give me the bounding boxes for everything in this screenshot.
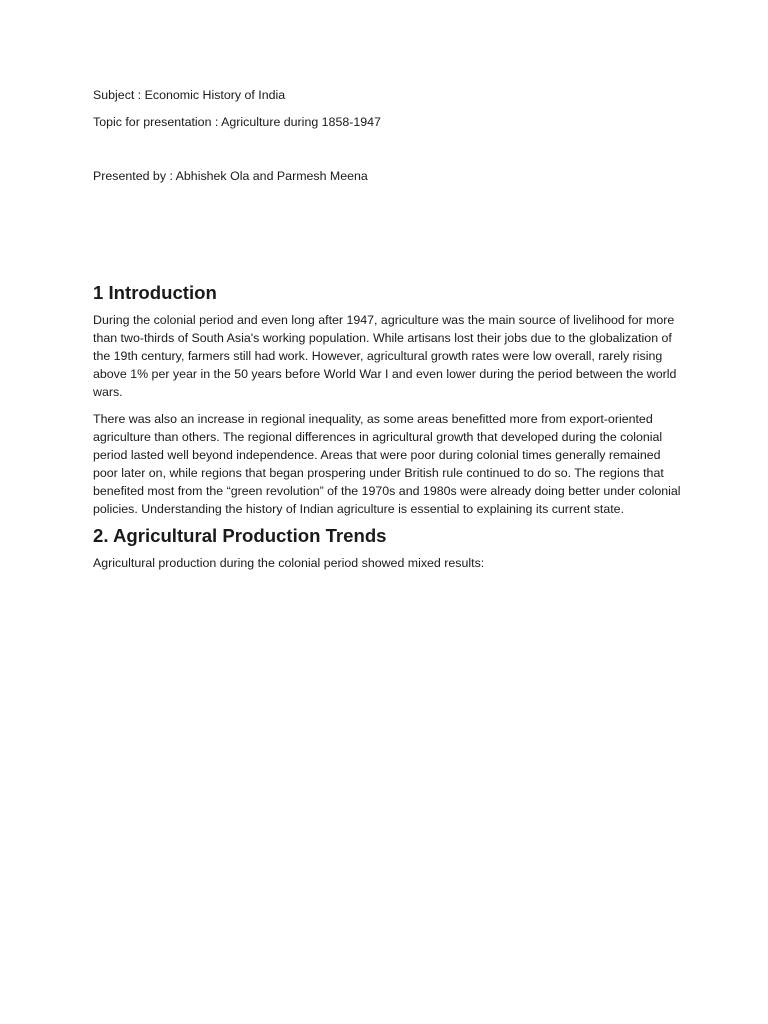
- section-heading-introduction: 1 Introduction: [93, 282, 217, 303]
- production-trends-paragraph: Agricultural production during the colonial period showed mixed results:: [93, 556, 485, 570]
- section-heading-production-trends: 2. Agricultural Production Trends: [93, 525, 387, 546]
- document-content: [93, 86, 683, 581]
- topic-line: Topic for presentation : Agriculture during 1858-1947: [93, 115, 381, 129]
- regional-inequality-paragraph: There was also an increase in regional inequality, as some areas benefitted more from export-oriented agriculture than others. The regional differences in agricultural growth that developed during the colonial period lasted well beyond independence. Areas that were poor during colonial times generally remained poor later on, while regions that began prospering under British rule continued to do so. The regions that benefited most from the “green revolution” of the 1970s and 1980s were already doing better under colonial policies. Understanding the history of Indian agriculture is essential to explaining its current state.: [93, 412, 681, 516]
- introduction-paragraph: During the colonial period and even long after 1947, agriculture was the main source of livelihood for more than two-thirds of South Asia's working population. While artisans lost their jobs due to the globalization of the 19th century, farmers still had work. However, agricultural growth rates were low overall, rarely rising above 1% per year in the 50 years before World War I and even lower during the period between the world wars.: [93, 313, 677, 399]
- presenters-line: Presented by : Abhishek Ola and Parmesh Meena: [93, 169, 368, 183]
- subject-line: Subject : Economic History of India: [93, 88, 286, 102]
